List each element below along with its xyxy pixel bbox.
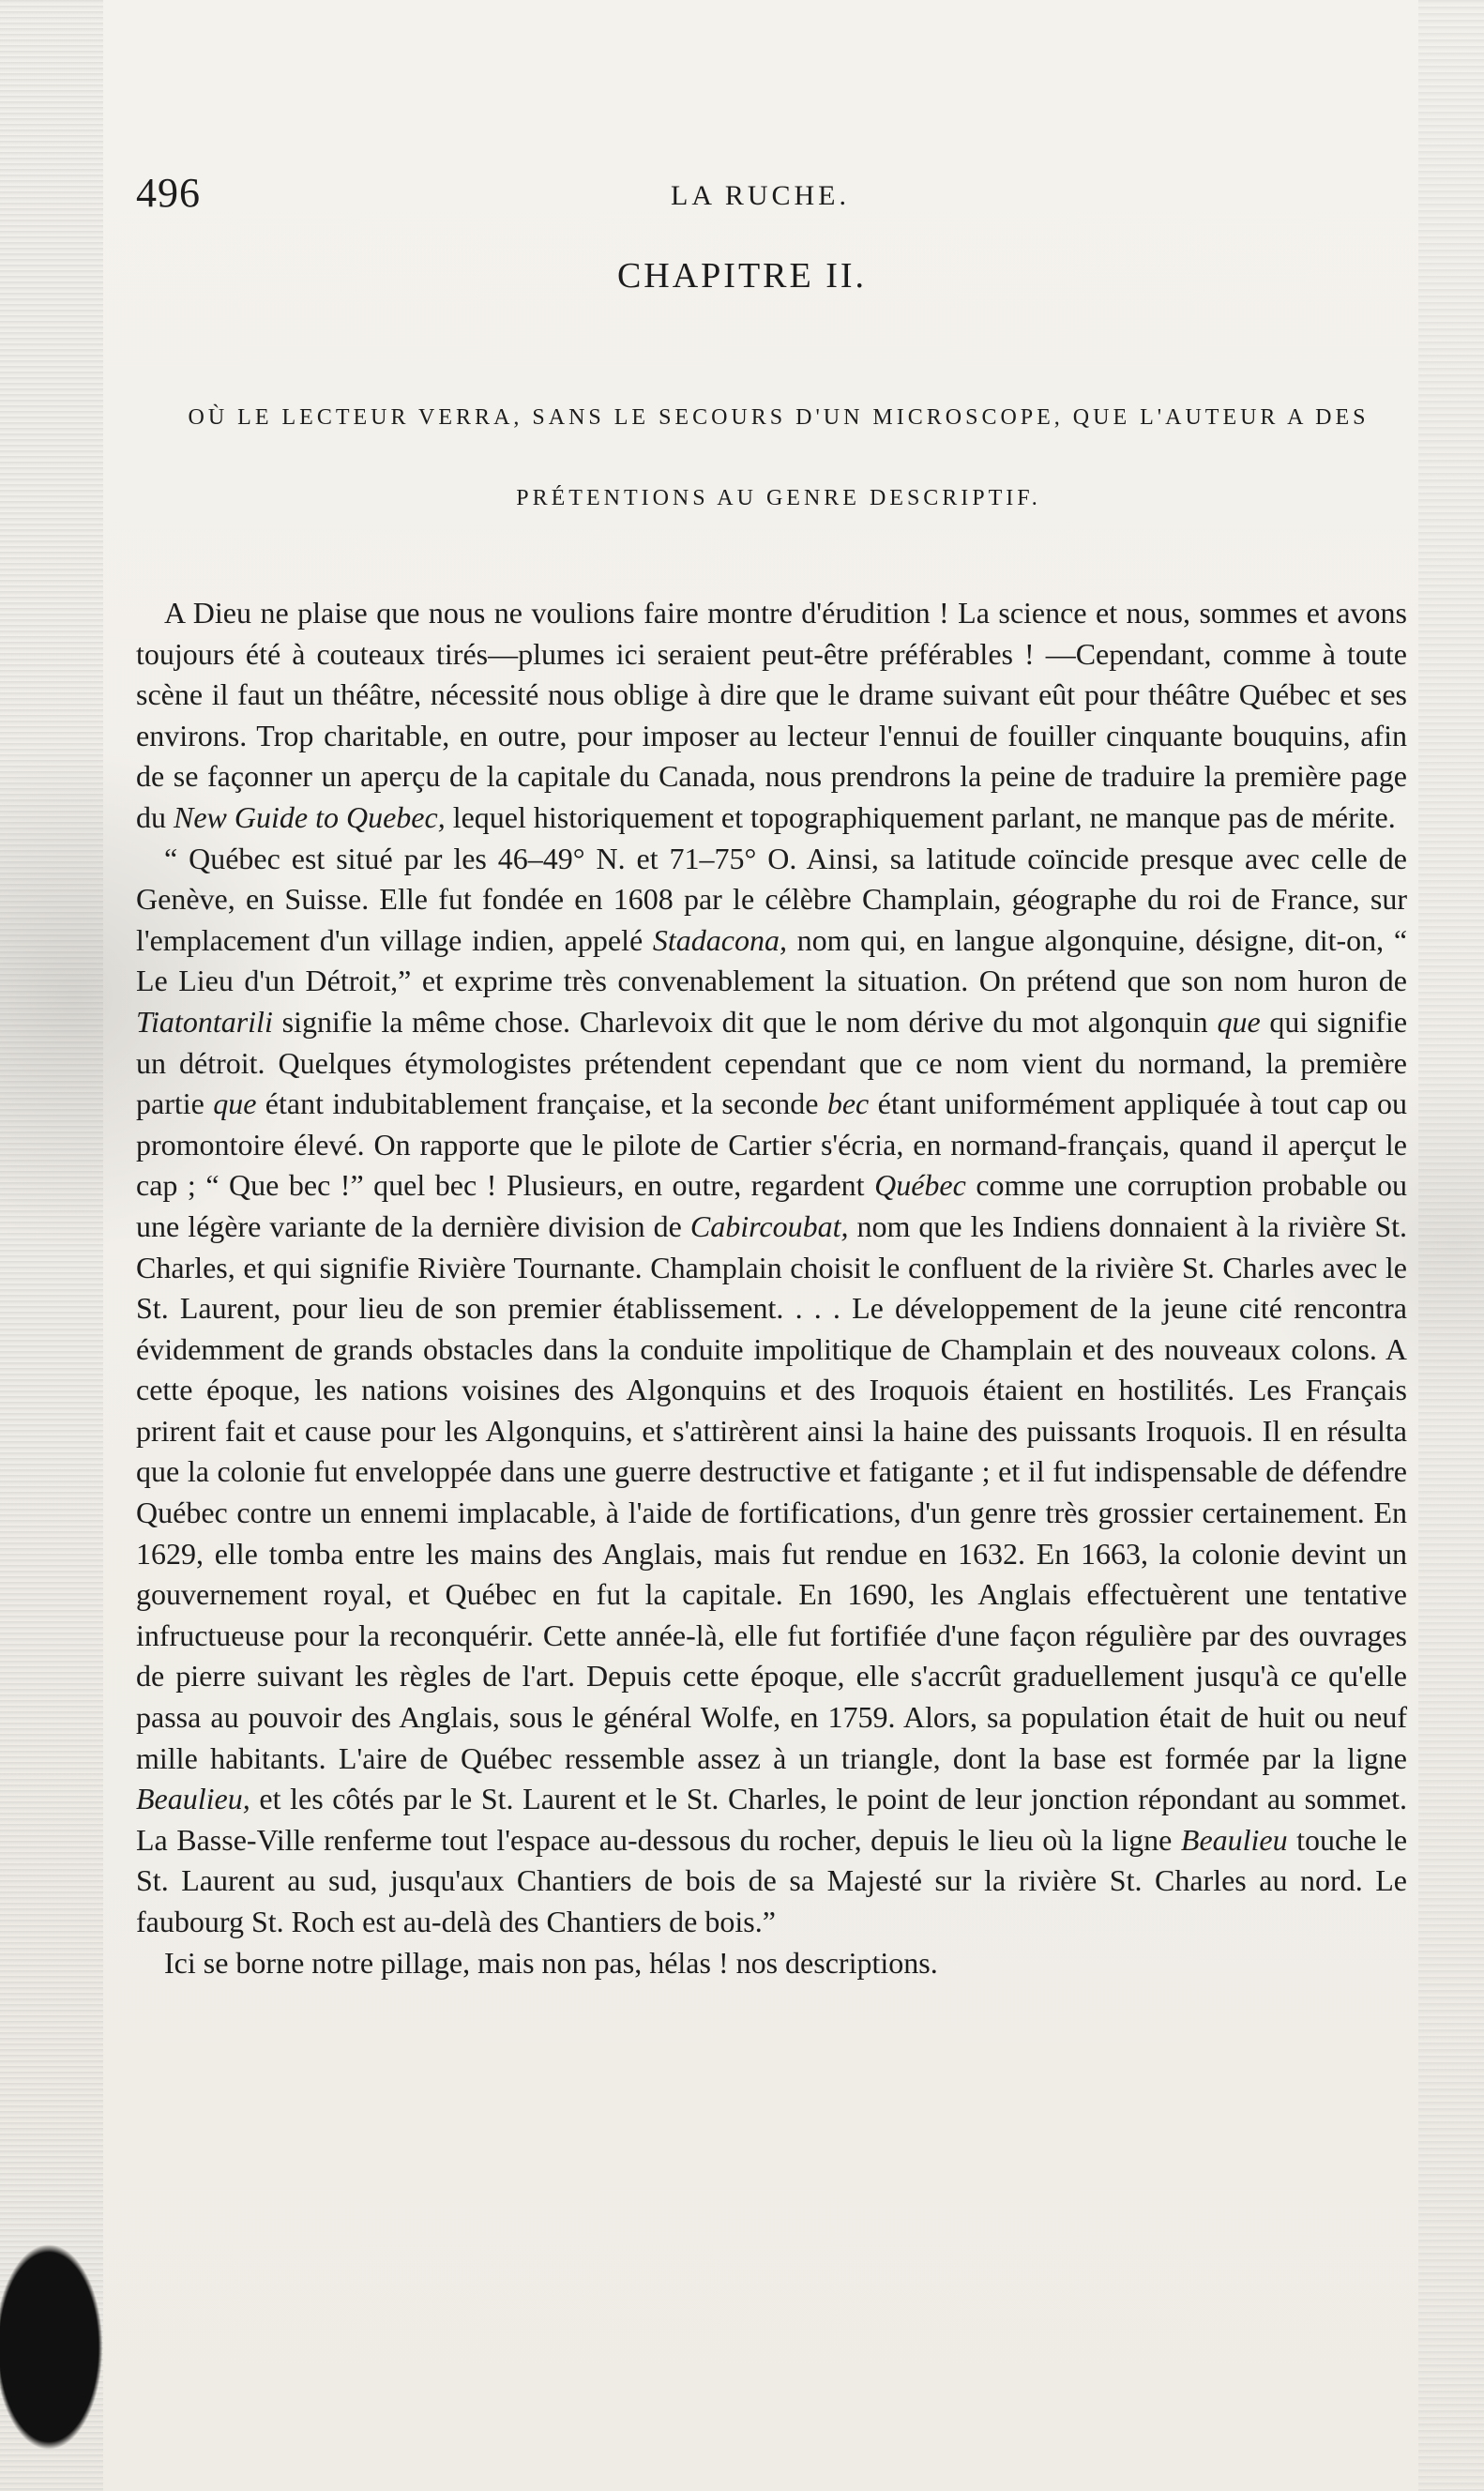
page-body [136,593,1407,1983]
paragraph-text: lequel historiquement et topographiquement parlant, ne manque pas de mérite. [452,799,1396,834]
page-right-edge-shadow [1418,0,1484,2491]
paragraph-text: comme une corruption probable ou une légère variante de la dernière division de [136,1168,1408,1243]
paragraph-text: touche le St. Laurent au sud, jusqu'aux Chantiers de bois de sa Majesté sur la rivière St. Charles au nord. Le faubourg St. Roch est au-delà des Chantiers de bois.” [136,1822,1408,1938]
paragraph-text: qui signifie un détroit. Quelques étymologistes prétendent cependant que ce nom vient du normand, la première partie [136,1004,1408,1121]
paragraph-text: et les côtés par le St. Laurent et le St. Charles, le point de leur jonction répondant au sommet. La Basse-Ville renferme tout l'espace au-dessous du rocher, depuis le lieu où la ligne [136,1782,1408,1857]
page-header [136,169,1407,225]
paragraph [136,593,1407,839]
italic-word: Stadacona, [652,922,787,957]
italic-word: Québec [874,1168,966,1203]
chapter-title: CHAPITRE II. [616,256,868,296]
italic-word: que [213,1086,257,1121]
paragraph: Ici se borne notre pillage, mais non pas, hélas ! nos descriptions. [164,1945,938,1980]
page-number: 496 [136,170,201,216]
italic-word: Tiatontarili [136,1004,273,1039]
running-head: LA RUCHE. [671,180,851,211]
ink-stain-decoration [0,2233,122,2486]
paragraph-text: étant indubitablement française, et la seconde [265,1086,819,1121]
paragraph-text: “ Québec est situé par les 46–49° N. et 71–75° O. Ainsi, sa latitude coïncide presque avec celle de Genève, en Suisse. Elle fut fondée en 1608 par le célèbre Champlain, géographe du roi de France, sur l'emplacement d'un village indien, appelé [136,841,1407,957]
italic-word: bec [826,1086,870,1121]
italic-word: que [1217,1004,1261,1039]
paragraph-text: étant uniformément appliquée à tout cap ou promontoire élevé. On rapporte que le pilote de Cartier s'écria, en normand-français, quand il aperçut le cap ; “ Que bec !” quel bec ! Plusieurs, en outre, regardent [136,1086,1408,1203]
paragraph-text: nom que les Indiens donnaient à la rivière St. Charles, et qui signifie Rivière Tournante. Champlain choisit le confluent de la rivière St. Charles avec le St. Laurent, pour lieu de son premier établissement. . . . Le développement de la jeune cité rencontra évidemment de grands obstacles dans la conduite impolitique de Champlain et des nouveaux colons. A cette époque, les nations voisines des Algonquins et des Iroquois étaient en hostilités. Les Français prirent fait et cause pour les Algonquins, et s'attirèrent ainsi la haine des puissants Iroquois. Il en résulta que la colonie fut enveloppée dans une guerre destructive et fatigante ; et il fut indispensable de défendre Québec contre un ennemi implacable, à l'aide de fortifications, d'un genre très grossier certainement. En 1629, elle tomba entre les mains des Anglais, mais fut rendue en 1632. En 1663, la colonie devint un gouvernement royal, et Québec en fut la capitale. En 1690, les Anglais effectuèrent une tentative infructueuse pour la reconquérir. Cette année-là, elle fut fortifiée d'une façon régulière par des ouvrages de pierre suivant les règles de l'art. Depuis cette époque, elle s'accrût graduellement jusqu'à ce qu'elle passa au pouvoir des Anglais, sous le général Wolfe, en 1759. Alors, sa population était de huit ou neuf mille habitants. L'aire de Québec ressemble assez à un triangle, dont la base est formée par la ligne [136,1208,1408,1775]
paragraph-text: nom qui, en langue algonquine, désigne, dit-on, “ Le Lieu d'un Détroit,” et exprime très convenablement la situation. On prétend que son nom huron de [136,922,1408,998]
paragraph [136,839,1407,1943]
paragraph-text: A Dieu ne plaise que nous ne voulions faire montre d'érudition ! La science et nous, sommes et avons toujours été à couteaux tirés—plumes ici seraient peut-être préférables ! —Cependant, comme à toute scène il faut un théâtre, nécessité nous oblige à dire que le drame suivant eût pour théâtre Québec et ses environs. Trop charitable, en outre, pour imposer au lecteur l'ennui de fouiller cinquante bouquins, afin de se façonner un aperçu de la capitale du Canada, nous prendrons la peine de traduire la première page du [136,596,1407,834]
paragraph-text: signifie la même chose. Charlevoix dit que le nom dérive du mot algonquin [281,1004,1208,1039]
italic-word: Cabircoubat, [689,1208,849,1243]
italic-book-title: New Guide to Quebec, [174,799,446,834]
italic-word: Beaulieu [1180,1822,1288,1857]
page-left-edge-shadow [0,0,103,2491]
italic-word: Beaulieu, [136,1782,250,1816]
chapter-subtitle: OÙ LE LECTEUR VERRA, SANS LE SECOURS D'UN MICROSCOPE, QUE L'AUTEUR A DES PRÉTENTIONS AU GENRE DESCRIPTIF. [188,405,1370,510]
